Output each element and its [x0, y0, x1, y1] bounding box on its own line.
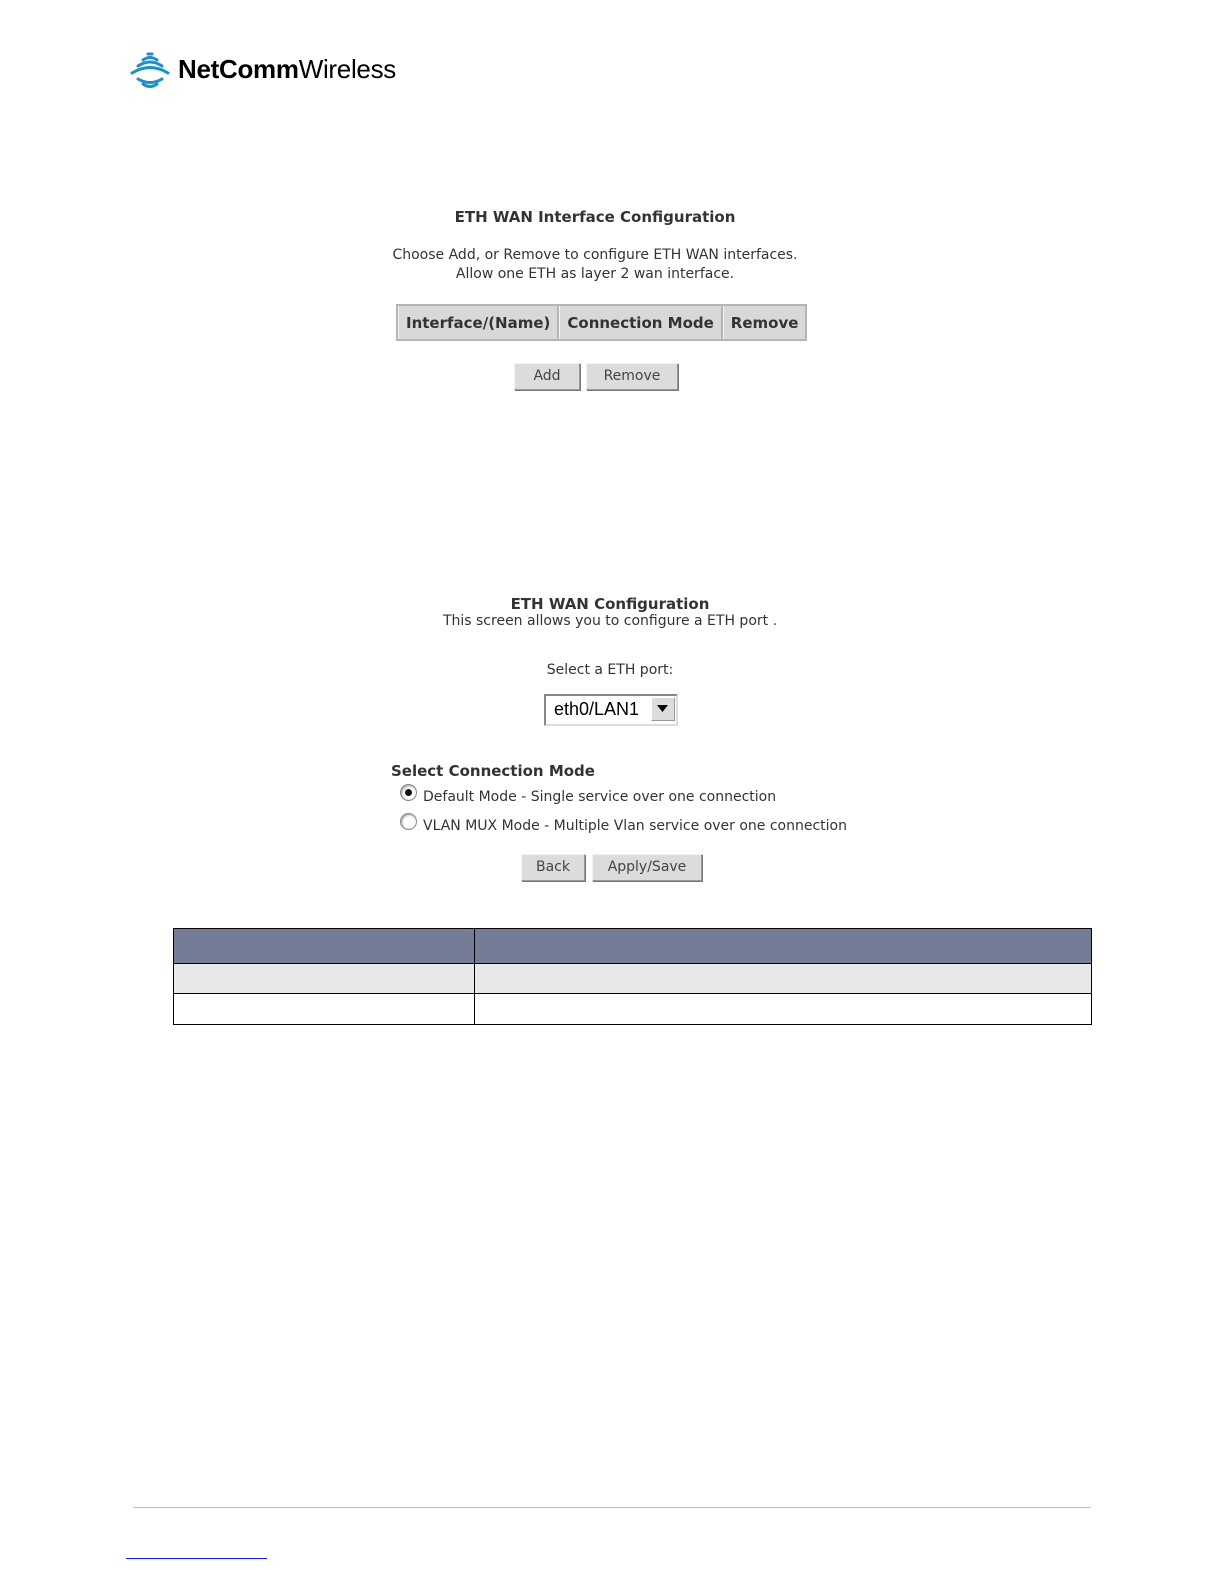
- brand-name: [178, 54, 396, 85]
- apply-save-button[interactable]: Apply/Save: [592, 854, 702, 881]
- default-mode-label: Default Mode - Single service over one connection: [423, 789, 777, 805]
- table-cell: [475, 994, 1092, 1025]
- default-mode-radio[interactable]: [400, 784, 417, 801]
- footer-divider: [133, 1507, 1091, 1508]
- table-cell: [475, 929, 1092, 964]
- brand-name-bold: NetComm: [178, 54, 299, 84]
- table-cell: [174, 929, 475, 964]
- vlan-mux-mode-label: VLAN MUX Mode - Multiple Vlan service over one connection: [423, 818, 847, 834]
- table-cell: [475, 964, 1092, 994]
- wan-config-title: ETH WAN Configuration: [510, 595, 710, 613]
- vlan-mux-mode-radio[interactable]: [400, 813, 417, 830]
- eth-port-select[interactable]: [544, 694, 678, 726]
- radio-selected-dot: [405, 789, 412, 796]
- wan-config-description: This screen allows you to configure a ETH port .: [442, 613, 778, 629]
- dropdown-arrow-button[interactable]: [651, 697, 675, 721]
- port-select-label: Select a ETH port:: [546, 662, 674, 678]
- add-button[interactable]: Add: [514, 363, 580, 390]
- interface-config-description-1: Choose Add, or Remove to configure ETH WAN interfaces.: [392, 247, 798, 263]
- document-table: [173, 928, 1092, 1025]
- table-row: [174, 994, 1092, 1025]
- eth-port-selected-value: eth0/LAN1: [554, 699, 640, 719]
- interface-table: [396, 304, 807, 341]
- brand-name-light: Wireless: [298, 54, 396, 84]
- footer-link[interactable]: [126, 1558, 267, 1559]
- document-table-header-row: [174, 929, 1092, 964]
- brand-logo: [128, 48, 428, 94]
- table-row: [174, 964, 1092, 994]
- interface-config-title: ETH WAN Interface Configuration: [454, 208, 736, 226]
- table-cell: [174, 994, 475, 1025]
- connection-mode-heading: Select Connection Mode: [391, 762, 595, 780]
- column-header-interface: Interface/(Name): [398, 306, 559, 339]
- back-button[interactable]: Back: [521, 854, 585, 881]
- chevron-down-icon: [657, 705, 668, 712]
- wifi-logo-icon: [128, 48, 172, 92]
- interface-config-description-2: Allow one ETH as layer 2 wan interface.: [455, 266, 735, 282]
- interface-table-header-row: [398, 306, 805, 339]
- column-header-remove: Remove: [723, 306, 806, 339]
- remove-button[interactable]: Remove: [586, 363, 678, 390]
- column-header-connection-mode: Connection Mode: [559, 306, 722, 339]
- table-cell: [174, 964, 475, 994]
